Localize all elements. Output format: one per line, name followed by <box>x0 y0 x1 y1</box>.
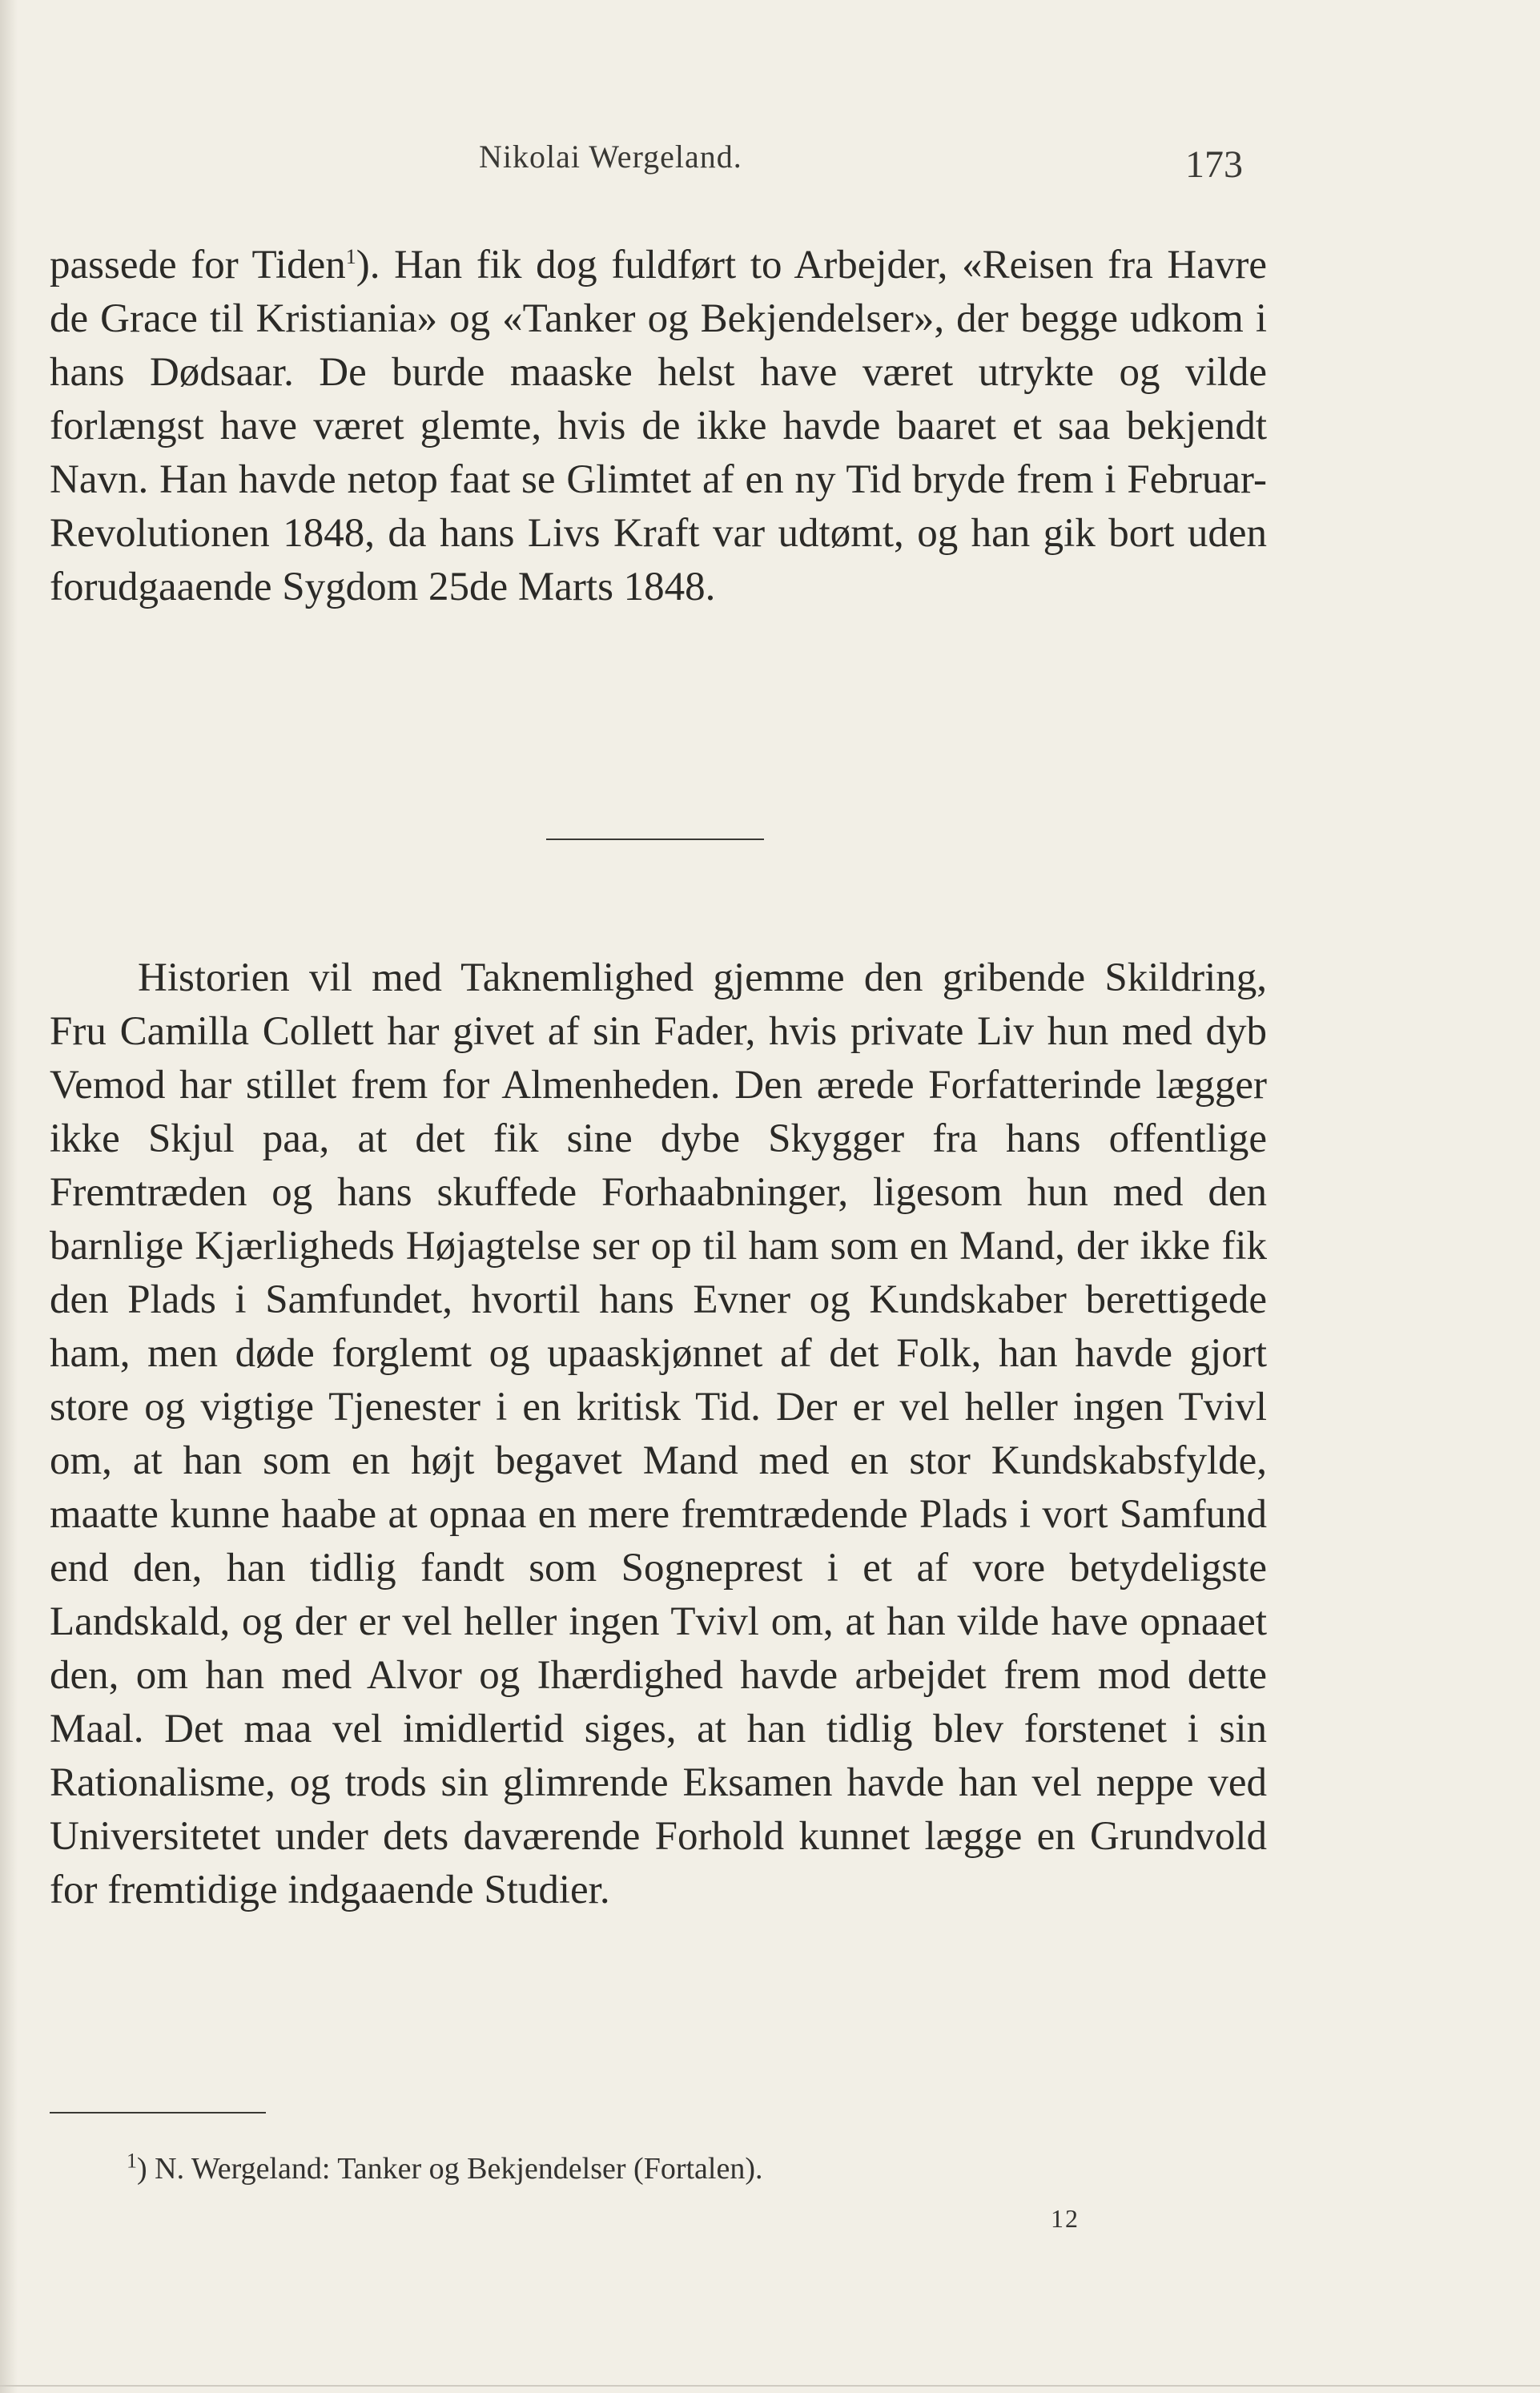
footnote-text: ) N. Wergeland: Tanker og Bekjendelser (Fortalen). <box>137 2152 763 2186</box>
paragraph-1 <box>50 239 1267 614</box>
page-number: 173 <box>1185 143 1243 186</box>
printer-signature-mark: 12 <box>1051 2204 1080 2233</box>
running-header <box>0 138 1540 186</box>
paragraph-1-text-end: ). Han fik dog fuldført to Arbejder, «Reisen fra Havre de Grace til Kristiania» og «Tanker og Bekjendelser», der begge udkom i hans Dødsaar. De burde maaske helst have været utrykte og vilde forlængst have været glemte, hvis de ikke havde baaret et saa bekjendt Navn. Han havde netop faat se Glimtet af en ny Tid bryde frem i Februar-Revolutionen 1848, da hans Livs Kraft var udtømt, og han gik bort uden forudgaaende Sygdom 25de Marts 1848. <box>50 243 1267 609</box>
running-title: Nikolai Wergeland. <box>479 139 742 175</box>
paragraph-1-text-start: passede for Tiden <box>50 243 346 288</box>
footnote-mark: 1 <box>127 2149 137 2173</box>
section-divider <box>546 839 764 840</box>
footnote-rule <box>50 2112 266 2113</box>
scan-bottom-line <box>0 2385 1540 2387</box>
footnote <box>127 2149 763 2189</box>
footnote-reference-mark: 1 <box>345 245 356 268</box>
page-edge-shadow <box>0 0 18 2393</box>
paragraph-2: Historien vil med Taknemlighed gjemme den gribende Skildring, Fru Camilla Collett har givet af sin Fader, hvis private Liv hun med dyb Vemod har stillet frem for Almenheden. Den ærede Forfatterinde lægger ikke Skjul paa, at det fik sine dybe Skygger fra hans offentlige Fremtræden og hans skuffede Forhaabninger, ligesom hun med den barnlige Kjærligheds Højagtelse ser op til ham som en Mand, der ikke fik den Plads i Samfundet, hvortil hans Evner og Kundskaber berettigede ham, men døde forglemt og upaaskjønnet af det Folk, han havde gjort store og vigtige Tjenester i en kritisk Tid. Der er vel heller ingen Tvivl om, at han som en højt begavet Mand med en stor Kundskabsfylde, maatte kunne haabe at opnaa en mere fremtrædende Plads i vort Samfund end den, han tidlig fandt som Sogneprest i et af vore betydeligste Landskald, og der er vel heller ingen Tvivl om, at han vilde have opnaaet den, om han med Alvor og Ihærdighed havde arbejdet frem mod dette Maal. Det maa vel imidlertid siges, at han tidlig blev forstenet i sin Rationalisme, og trods sin glimrende Eksamen havde han vel neppe ved Universitetet under dets daværende Forhold kunnet lægge en Grundvold for fremtidige indgaaende Studier. <box>50 955 1267 1912</box>
